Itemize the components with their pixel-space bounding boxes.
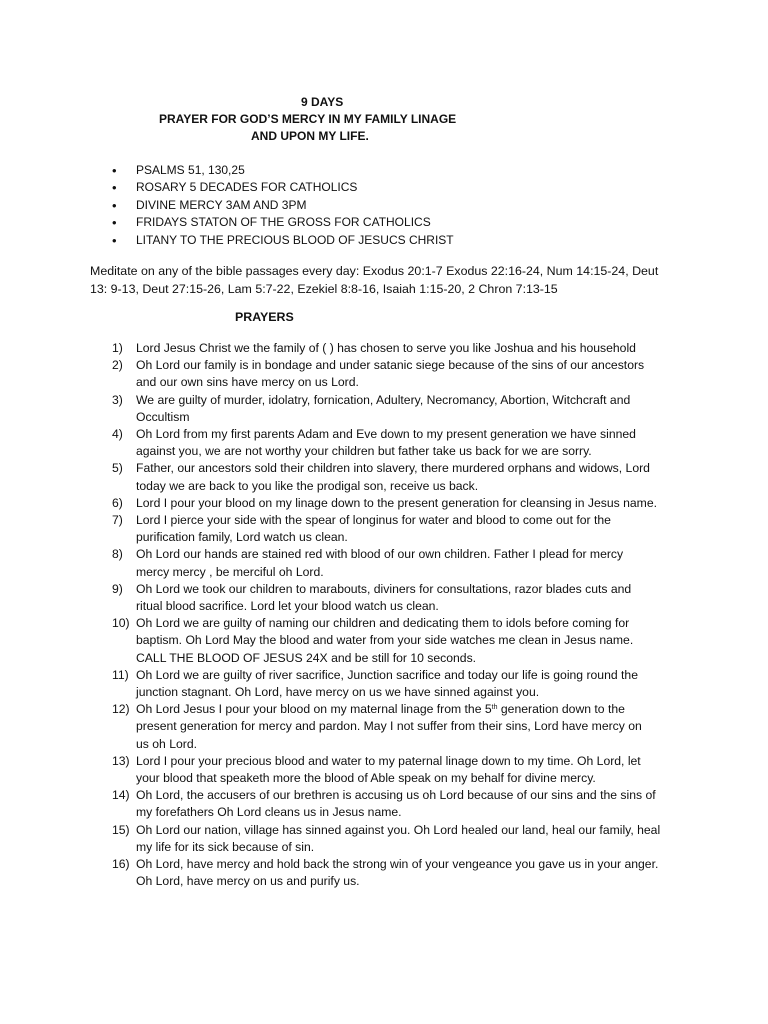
prayer-line: Father, our ancestors sold their children into slavery, there murdered orphans and widows, Lord [136,461,650,476]
prayer-number: 3) [112,392,123,407]
prayer-line: We are guilty of murder, idolatry, fornication, Adultery, Necromancy, Abortion, Witchcraft and [136,392,631,407]
prayer-number: 12) [112,702,130,717]
prayer-number: 10) [112,616,130,631]
prayer-number: 4) [112,427,123,442]
ordinal-suffix: th [491,704,498,712]
prayer-line: Oh Lord we are guilty of naming our children and dedicating them to idols before coming for [136,616,630,631]
prayer-item [112,667,678,701]
bullet-icon: • [112,163,117,178]
prayer-line: Oh Lord we are guilty of river sacrifice, Junction sacrifice and today our life is going round the [136,667,638,682]
prayer-item [112,753,678,787]
bullet-icon: • [112,180,117,196]
bullet-icon: • [112,232,117,248]
prayer-line: Lord I pour your blood on my linage down to the present generation for cleansing in Jesus name. [136,495,657,510]
prayer-line: junction stagnant. Oh Lord, have mercy on us we have sinned against you. [136,685,540,700]
prayer-number: 9) [112,581,123,596]
prayer-line: Lord I pour your precious blood and water to my paternal linage down to my time. Oh Lord, let [136,753,641,768]
prayer-item [112,822,678,856]
bullet-icon: • [112,197,117,213]
prayer-line: Oh Lord our nation, village has sinned against you. Oh Lord healed our land, heal our family, heal [136,822,661,837]
prayer-number: 2) [112,358,123,373]
bullet-item: • FRIDAYS STATON OF THE GROSS FOR CATHOLICS [112,215,431,231]
prayer-list [112,340,678,891]
prayer-number: 6) [112,495,123,510]
bullet-item: • PSALMS 51, 130,25 [112,163,245,178]
bullet-icon: • [112,215,117,231]
prayer-number: 15) [112,822,130,837]
prayer-line: Oh Lord we took our children to marabouts, diviners for consultations, razor blades cuts and [136,581,632,596]
prayer-line: ritual blood sacrifice. Lord let your blood watch us clean. [136,599,439,614]
prayer-line: mercy mercy , be merciful oh Lord. [136,564,324,579]
meditation-line-1: Meditate on any of the bible passages every day: Exodus 20:1-7 Exodus 22:16-24, Num 14:15-24, Deut [90,264,659,278]
prayer-line: against you, we are not worthy your children but father take us back for we are sorry. [136,444,592,459]
prayer-line-tail: generation down to the [497,702,625,717]
title-line-2: PRAYER FOR GOD’S MERCY IN MY FAMILY LINAGE [159,112,457,126]
prayer-line: Oh Lord, have mercy and hold back the strong win of your vengeance you gave us in your anger. [136,857,659,872]
prayer-line: Lord I pierce your side with the spear of longinus for water and blood to come out for the [136,513,611,528]
prayer-item [112,426,678,460]
meditation-paragraph [90,262,680,298]
prayer-line: us oh Lord. [136,736,197,751]
bullet-item: • DIVINE MERCY 3AM AND 3PM [112,197,307,213]
prayer-line: Oh Lord, have mercy on us and purify us. [136,874,360,889]
title-line-3: AND UPON MY LIFE. [251,129,369,143]
prayer-line: purification family, Lord watch us clean. [136,530,348,545]
prayer-line: present generation for mercy and pardon. May I not suffer from their sins, Lord have mercy on [136,719,642,734]
prayer-number: 8) [112,547,123,562]
prayer-number: 11) [112,667,129,682]
prayer-line: your blood that speaketh more the blood of Able speak on my behalf for divine mercy. [136,771,596,786]
prayer-item [112,787,678,821]
prayer-item [112,546,678,580]
prayer-item [112,495,678,512]
prayer-number: 7) [112,513,123,528]
prayer-item [112,856,678,890]
devotion-bullet-list [112,162,454,249]
bullet-item: • LITANY TO THE PRECIOUS BLOOD OF JESUCS CHRIST [112,232,454,248]
prayer-number: 13) [112,753,130,768]
prayer-line: today we are back to you like the prodigal son, receive us back. [136,478,479,493]
prayer-item [112,701,678,753]
prayer-item [112,512,678,546]
prayer-line: baptism. Oh Lord May the blood and water from your side watches me clean in Jesus name. [136,633,634,648]
prayer-line: Oh Lord Jesus I pour your blood on my maternal linage from the 5th generation down to the [136,702,625,717]
prayer-line: and our own sins have mercy on us Lord. [136,375,359,390]
prayer-item [112,340,678,357]
prayer-item [112,581,678,615]
prayer-line: Oh Lord, the accusers of our brethren is accusing us oh Lord because of our sins and the sins of [136,788,656,803]
title-line-1: 9 DAYS [301,95,344,109]
prayer-number: 16) [112,857,130,872]
prayer-line: Oh Lord from my first parents Adam and Eve down to my present generation we have sinned [136,427,636,442]
prayers-heading: PRAYERS [235,310,294,324]
prayer-number: 1) [112,341,123,355]
prayer-line: Lord Jesus Christ we the family of ( ) has chosen to serve you like Joshua and his household [136,341,636,355]
meditation-line-2: 13: 9-13, Deut 27:15-26, Lam 5:7-22, Ezekiel 8:8-16, Isaiah 1:15-20, 2 Chron 7:13-15 [90,282,558,296]
prayer-item [112,357,678,391]
prayer-item [112,460,678,494]
prayer-item [112,615,678,667]
prayer-line: Oh Lord our family is in bondage and under satanic siege because of the sins of our ancestors [136,358,645,373]
prayer-number: 14) [112,788,130,803]
prayer-line: Occultism [136,409,190,424]
prayer-item [112,392,678,426]
bullet-item: • ROSARY 5 DECADES FOR CATHOLICS [112,180,358,196]
prayer-line: my life for its sick because of sin. [136,839,315,854]
prayer-line: CALL THE BLOOD OF JESUS 24X and be still for 10 seconds. [136,650,477,665]
prayer-line: my forefathers Oh Lord cleans us in Jesus name. [136,805,402,820]
prayer-number: 5) [112,461,123,476]
prayer-line: Oh Lord our hands are stained red with blood of our own children. Father I plead for mercy [136,547,624,562]
